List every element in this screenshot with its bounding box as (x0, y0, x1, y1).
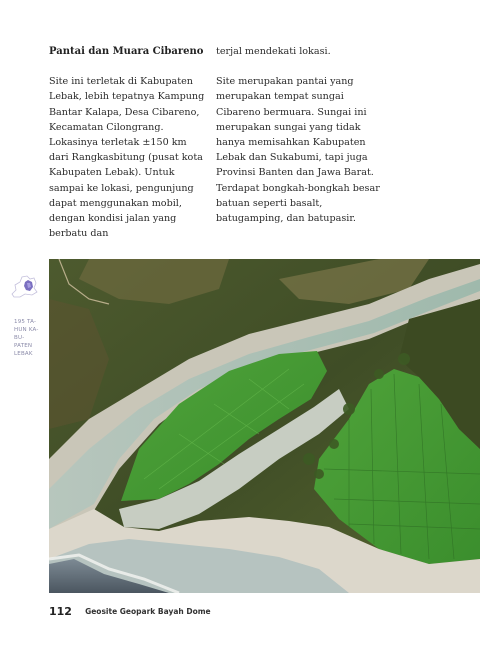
sidebar-caption: 195 TA-HUN KA-BU-PATEN LEBAK (14, 319, 39, 357)
article-heading: Pantai dan Muara Cibareno (49, 46, 204, 57)
right-paragraph-2: Site merupakan pantai yang merupakan tempat sungai Cibareno bermuara. Sungai ini merupakan sungai yang tidak hanya memisahkan Kabupaten Lebak dan Sukabumi, tapi juga Provinsi Banten dan Jawa Barat. Terdapat bongkah-bongkah besar batuan seperti basalt, batugamping, dan batupasir. (216, 76, 380, 225)
right-paragraph-1: terjal mendekati lokasi. (216, 46, 331, 57)
aerial-river-photo (49, 259, 480, 593)
page-footer (49, 600, 211, 619)
page-number: 112 (49, 605, 72, 618)
lebak-map-logo-icon (8, 270, 40, 300)
left-column (49, 44, 205, 256)
right-column (216, 44, 388, 241)
left-paragraph: Site ini terletak di Kabupaten Lebak, lebih tepatnya Kampung Bantar Kalapa, Desa Cibareno, Kecamatan Cilongrang. Lokasinya terletak ±150 km dari Rangkasbitung (pusat kota Kabupaten Lebak). Untuk sampai ke lokasi, pengunjung dapat menggunakan mobil, dengan kondisi jalan yang berbatu dan (49, 76, 205, 240)
book-title: Geosite Geopark Bayah Dome (85, 607, 211, 616)
